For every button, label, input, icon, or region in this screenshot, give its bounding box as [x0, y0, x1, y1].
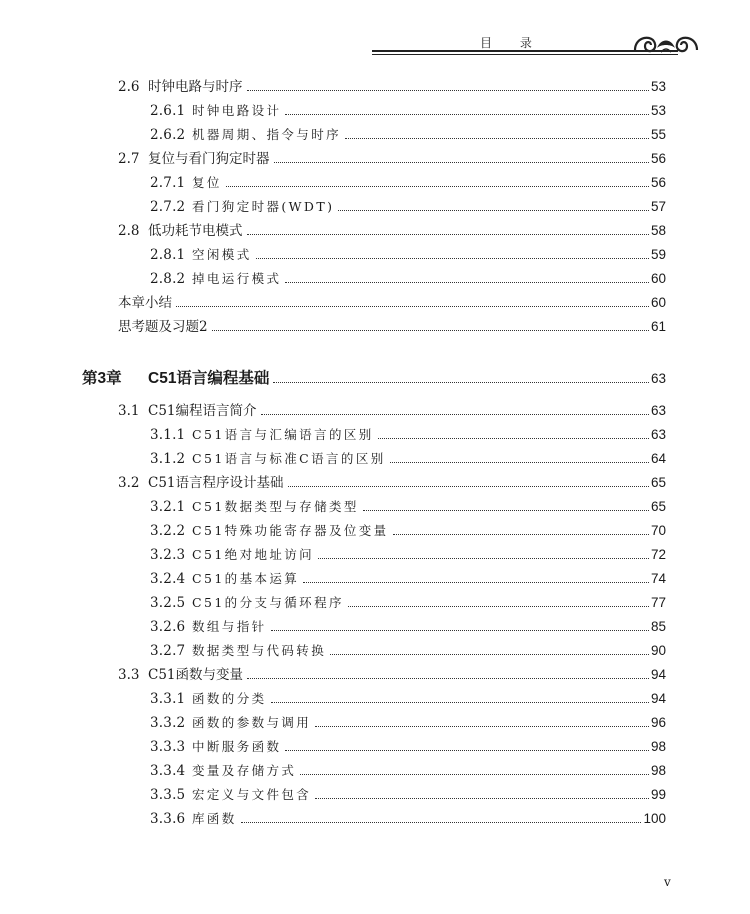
- section-title: C51语言与标准C语言的区别: [192, 451, 386, 466]
- dot-leader: [285, 282, 649, 283]
- dot-leader: [273, 382, 649, 383]
- toc-entry[interactable]: [118, 295, 666, 311]
- section-title: C51语言与汇编语言的区别: [192, 427, 374, 442]
- toc-entry[interactable]: [118, 151, 666, 167]
- toc-entry[interactable]: [118, 475, 666, 491]
- toc-entry[interactable]: [150, 499, 666, 515]
- toc-entry[interactable]: [150, 427, 666, 443]
- page-number: 59: [650, 247, 666, 262]
- page-number: 94: [650, 667, 666, 682]
- dot-leader: [318, 558, 649, 559]
- dot-leader: [330, 654, 649, 655]
- toc-entry[interactable]: [150, 787, 666, 803]
- section-number: 3.3.2: [150, 715, 186, 731]
- page-number: 63: [650, 403, 666, 418]
- section-title: 机器周期、指令与时序: [192, 127, 342, 142]
- page-number: 63: [650, 371, 666, 386]
- toc-chapter-entry[interactable]: [82, 371, 666, 387]
- section-number: 2.7.2: [150, 199, 186, 215]
- toc-entry[interactable]: [118, 223, 666, 239]
- page-number: 57: [650, 199, 666, 214]
- section-title: 复位: [192, 175, 222, 190]
- dot-leader: [303, 582, 649, 583]
- section-number: 3.2.5: [150, 595, 186, 611]
- section-number: 2.8: [118, 223, 140, 239]
- section-title: 复位与看门狗定时器: [148, 151, 270, 167]
- dot-leader: [338, 210, 649, 211]
- page-number: 65: [650, 499, 666, 514]
- section-number: 2.7.1: [150, 175, 186, 191]
- dot-leader: [247, 234, 649, 235]
- section-number: 3.2.7: [150, 643, 186, 659]
- dot-leader: [247, 90, 649, 91]
- toc-entry[interactable]: [150, 619, 666, 635]
- toc-entry[interactable]: [150, 763, 666, 779]
- dot-leader: [247, 678, 649, 679]
- section-title: 函数的参数与调用: [192, 715, 312, 730]
- section-number: 3.2: [118, 475, 140, 491]
- toc-entry[interactable]: [150, 643, 666, 659]
- page-number: 90: [650, 643, 666, 658]
- toc-entry[interactable]: [150, 271, 666, 287]
- page-number: 60: [650, 271, 666, 286]
- toc-entry[interactable]: [150, 175, 666, 191]
- section-number: 3.3.5: [150, 787, 186, 803]
- section-number: 3.3.3: [150, 739, 186, 755]
- section-number: 3.2.1: [150, 499, 186, 515]
- toc-entry[interactable]: [150, 247, 666, 263]
- page-number: 94: [650, 691, 666, 706]
- dot-leader: [315, 726, 649, 727]
- dot-leader: [256, 258, 649, 259]
- dot-leader: [176, 306, 649, 307]
- dot-leader: [285, 750, 649, 751]
- dot-leader: [390, 462, 649, 463]
- toc-entry[interactable]: [150, 127, 666, 143]
- dot-leader: [345, 138, 649, 139]
- section-title: 时钟电路与时序: [148, 79, 243, 95]
- page-number: 64: [650, 451, 666, 466]
- section-number: 2.6.2: [150, 127, 186, 143]
- dot-leader: [315, 798, 649, 799]
- section-number: 3.1.1: [150, 427, 186, 443]
- section-number: 3.3.6: [150, 811, 186, 827]
- page-number: 74: [650, 571, 666, 586]
- toc-entry[interactable]: [150, 547, 666, 563]
- toc-entry[interactable]: [150, 571, 666, 587]
- section-title: C51的基本运算: [192, 571, 300, 586]
- toc-entry[interactable]: [150, 715, 666, 731]
- dot-leader: [226, 186, 649, 187]
- section-number: 3.1: [118, 403, 140, 419]
- section-number: 3.2.4: [150, 571, 186, 587]
- toc-entry[interactable]: [150, 199, 666, 215]
- section-number: 3.3: [118, 667, 140, 683]
- dot-leader: [241, 822, 642, 823]
- page-number: 53: [650, 79, 666, 94]
- toc-entry[interactable]: [150, 595, 666, 611]
- page-number: 77: [650, 595, 666, 610]
- dot-leader: [393, 534, 649, 535]
- section-title: C51特殊功能寄存器及位变量: [192, 523, 389, 538]
- section-title: 函数的分类: [192, 691, 267, 706]
- section-title: 空闲模式: [192, 247, 252, 262]
- page-number: 55: [650, 127, 666, 142]
- dot-leader: [363, 510, 649, 511]
- toc-entry[interactable]: [150, 739, 666, 755]
- section-title: 掉电运行模式: [192, 271, 282, 286]
- page-number: 100: [643, 811, 666, 826]
- page-number: 63: [650, 427, 666, 442]
- running-header-title: 目 录: [480, 36, 544, 50]
- section-number: 2.8.2: [150, 271, 186, 287]
- dot-leader: [274, 162, 649, 163]
- page-number: 65: [650, 475, 666, 490]
- page-number: 56: [650, 151, 666, 166]
- dot-leader: [348, 606, 649, 607]
- page-number: 98: [650, 763, 666, 778]
- footer-page-number: v: [664, 875, 671, 889]
- section-number: 2.7: [118, 151, 140, 167]
- section-title: 宏定义与文件包含: [192, 787, 312, 802]
- section-title: C51的分支与循环程序: [192, 595, 344, 610]
- dot-leader: [271, 702, 649, 703]
- section-number: 3.2.3: [150, 547, 186, 563]
- section-title: 低功耗节电模式: [148, 223, 243, 239]
- section-number: 2.8.1: [150, 247, 186, 263]
- page-number: 85: [650, 619, 666, 634]
- toc-entry[interactable]: [150, 811, 666, 827]
- page-number: 70: [650, 523, 666, 538]
- section-number: 3.3.4: [150, 763, 186, 779]
- section-title: C51函数与变量: [148, 667, 244, 683]
- section-number: 3.1.2: [150, 451, 186, 467]
- page-number: 96: [650, 715, 666, 730]
- section-number: 2.6: [118, 79, 140, 95]
- section-title: 变量及存储方式: [192, 763, 297, 778]
- dot-leader: [288, 486, 649, 487]
- section-title: 数组与指针: [192, 619, 267, 634]
- chapter-title: C51语言编程基础: [148, 370, 270, 387]
- toc-entry[interactable]: [118, 319, 666, 335]
- section-title: 数据类型与代码转换: [192, 643, 327, 658]
- section-title: 看门狗定时器(WDT): [192, 199, 335, 214]
- section-title: C51语言程序设计基础: [148, 475, 284, 491]
- page-number: 98: [650, 739, 666, 754]
- section-title: 本章小结: [118, 295, 172, 311]
- section-title: 库函数: [192, 811, 237, 826]
- toc-entry[interactable]: [118, 403, 666, 419]
- page-number: 53: [650, 103, 666, 118]
- page-number: 56: [650, 175, 666, 190]
- section-title: 时钟电路设计: [192, 103, 282, 118]
- section-number: 3.2.2: [150, 523, 186, 539]
- page-number: 60: [650, 295, 666, 310]
- toc-entry[interactable]: [150, 451, 666, 467]
- page-number: 72: [650, 547, 666, 562]
- dot-leader: [378, 438, 649, 439]
- section-title: C51编程语言简介: [148, 403, 257, 419]
- dot-leader: [261, 414, 649, 415]
- toc-entry[interactable]: [118, 667, 666, 683]
- toc-entry[interactable]: [118, 79, 666, 95]
- section-title: 中断服务函数: [192, 739, 282, 754]
- page-number: 61: [650, 319, 666, 334]
- section-title: C51绝对地址访问: [192, 547, 315, 562]
- dot-leader: [271, 630, 649, 631]
- dot-leader: [300, 774, 649, 775]
- scroll-ornament-icon: [631, 24, 701, 60]
- section-number: 2.6.1: [150, 103, 186, 119]
- dot-leader: [212, 330, 649, 331]
- toc-entry[interactable]: [150, 523, 666, 539]
- page-number: 99: [650, 787, 666, 802]
- toc-entry[interactable]: [150, 691, 666, 707]
- section-number: 3.2.6: [150, 619, 186, 635]
- section-title: C51数据类型与存储类型: [192, 499, 359, 514]
- section-number: 3.3.1: [150, 691, 186, 707]
- section-title: 思考题及习题2: [118, 319, 208, 335]
- toc-entry[interactable]: [150, 103, 666, 119]
- dot-leader: [285, 114, 649, 115]
- chapter-number: 第3章: [82, 370, 122, 387]
- page-number: 58: [650, 223, 666, 238]
